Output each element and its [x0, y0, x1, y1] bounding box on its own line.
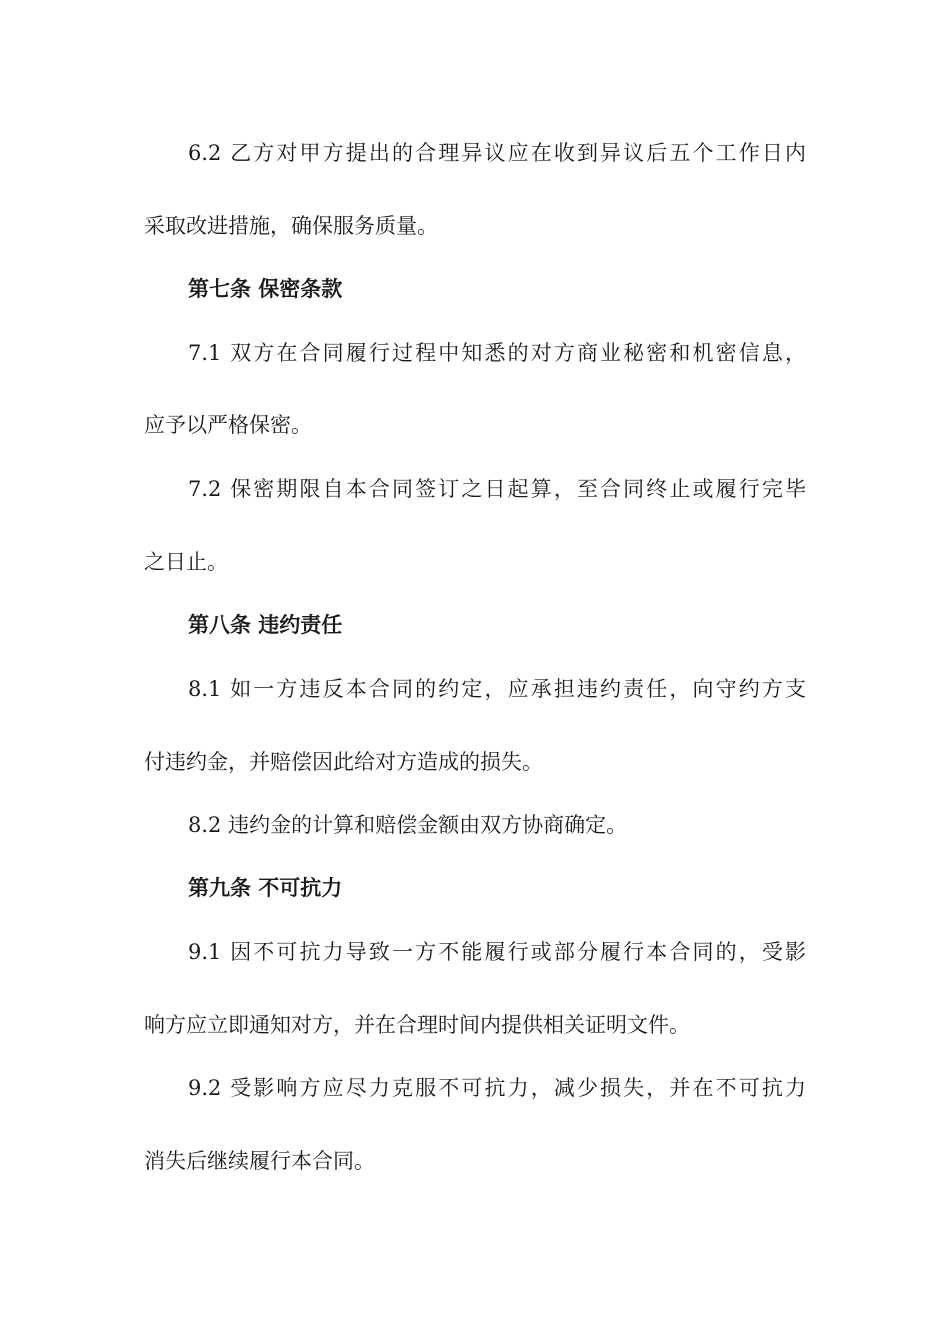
clause-7-1-line-1: 7.1 双方在合同履行过程中知悉的对方商业秘密和机密信息， [188, 341, 806, 365]
clause-9-1-line-1: 9.1 因不可抗力导致一方不能履行或部分履行本合同的，受影 [188, 940, 806, 964]
clause-7-2-line-2: 之日止。 [144, 550, 228, 574]
clause-6-2-line-1: 6.2 乙方对甲方提出的合理异议应在收到异议后五个工作日内 [188, 141, 806, 165]
clause-7-2-line-1: 7.2 保密期限自本合同签订之日起算，至合同终止或履行完毕 [188, 477, 806, 501]
article-8-heading: 第八条 违约责任 [188, 613, 343, 637]
clause-6-2-line-2: 采取改进措施，确保服务质量。 [144, 214, 438, 238]
clause-8-1-line-1: 8.1 如一方违反本合同的约定，应承担违约责任，向守约方支 [188, 677, 806, 701]
clause-8-2-line-1: 8.2 违约金的计算和赔偿金额由双方协商确定。 [188, 813, 628, 837]
clause-9-1-line-2: 响方应立即通知对方，并在合理时间内提供相关证明文件。 [144, 1013, 690, 1037]
clause-9-2-line-1: 9.2 受影响方应尽力克服不可抗力，减少损失，并在不可抗力 [188, 1076, 806, 1100]
clause-7-1-line-2: 应予以严格保密。 [144, 413, 312, 437]
article-9-heading: 第九条 不可抗力 [188, 876, 343, 900]
clause-8-1-line-2: 付违约金，并赔偿因此给对方造成的损失。 [144, 750, 543, 774]
article-7-heading: 第七条 保密条款 [188, 277, 343, 301]
clause-9-2-line-2: 消失后继续履行本合同。 [144, 1149, 375, 1173]
